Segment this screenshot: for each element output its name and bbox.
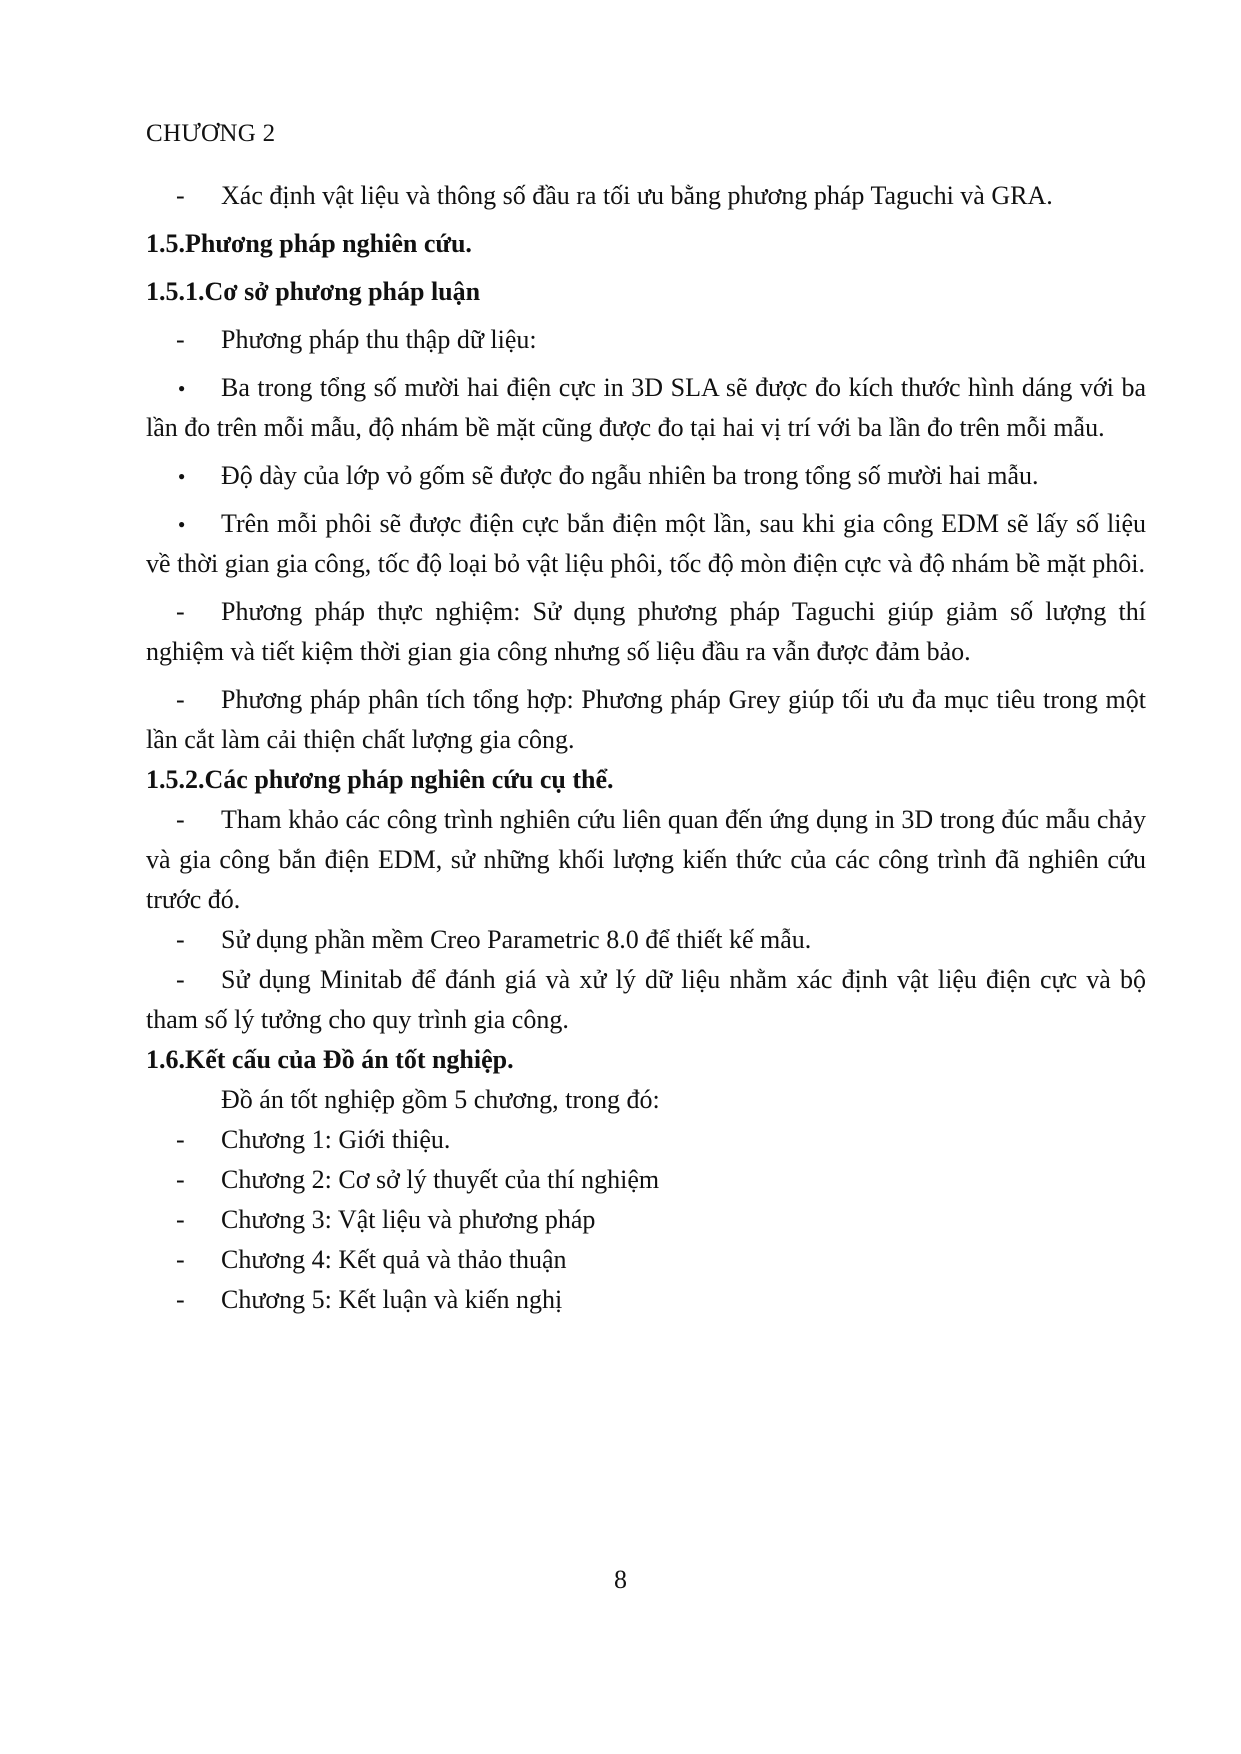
document-body: [146, 176, 1146, 1320]
chapter-list-item: - Chương 2: Cơ sở lý thuyết của thí nghiệm: [146, 1160, 1146, 1200]
bullet-item: ● Ba trong tổng số mười hai điện cực in 3D SLA sẽ được đo kích thước hình dáng với ba lần đo trên mỗi mẫu, độ nhám bề mặt cũng được đo tại hai vị trí với ba lần đo trên mỗi mẫu.: [146, 368, 1146, 448]
chapter-list-item: - Chương 1: Giới thiệu.: [146, 1120, 1146, 1160]
list-item: - Phương pháp phân tích tổng hợp: Phương pháp Grey giúp tối ưu đa mục tiêu trong một lần cắt làm cải thiện chất lượng gia công.: [146, 680, 1146, 760]
list-item: - Tham khảo các công trình nghiên cứu liên quan đến ứng dụng in 3D trong đúc mẫu chảy và gia công bắn điện EDM, sử những khối lượng kiến thức của các công trình đã nghiên cứu trước đó.: [146, 800, 1146, 920]
objective-item: - Xác định vật liệu và thông số đầu ra tối ưu bằng phương pháp Taguchi và GRA.: [146, 176, 1146, 216]
section-heading-1-6: 1.6.Kết cấu của Đồ án tốt nghiệp.: [146, 1045, 514, 1074]
list-item: - Sử dụng Minitab để đánh giá và xử lý dữ liệu nhằm xác định vật liệu điện cực và bộ tham số lý tưởng cho quy trình gia công.: [146, 960, 1146, 1040]
list-item: - Phương pháp thực nghiệm: Sử dụng phương pháp Taguchi giúp giảm số lượng thí nghiệm và tiết kiệm thời gian gia công nhưng số liệu đầu ra vẫn được đảm bảo.: [146, 592, 1146, 672]
bullet-item: ● Độ dày của lớp vỏ gốm sẽ được đo ngẫu nhiên ba trong tổng số mười hai mẫu.: [146, 456, 1146, 496]
page-number: 8: [614, 1565, 627, 1594]
bullet-item: ● Trên mỗi phôi sẽ được điện cực bắn điện một lần, sau khi gia công EDM sẽ lấy số liệu về thời gian gia công, tốc độ loại bỏ vật liệu phôi, tốc độ mòn điện cực và độ nhám bề mặt phôi.: [146, 504, 1146, 584]
chapter-list-item: - Chương 4: Kết quả và thảo thuận: [146, 1240, 1146, 1280]
chapter-header: CHƯƠNG 2: [146, 120, 276, 147]
section-heading-1-5-2: 1.5.2.Các phương pháp nghiên cứu cụ thể.: [146, 765, 614, 794]
section-heading-1-5: 1.5.Phương pháp nghiên cứu.: [146, 229, 472, 258]
section-heading-1-5-1: 1.5.1.Cơ sở phương pháp luận: [146, 277, 481, 306]
chapter-list-item: - Chương 3: Vật liệu và phương pháp: [146, 1200, 1146, 1240]
paragraph: Đồ án tốt nghiệp gồm 5 chương, trong đó:: [221, 1085, 660, 1114]
chapter-list-item: - Chương 5: Kết luận và kiến nghị: [146, 1280, 1146, 1320]
list-item: - Sử dụng phần mềm Creo Parametric 8.0 để thiết kế mẫu.: [146, 920, 1146, 960]
list-item: - Phương pháp thu thập dữ liệu:: [146, 320, 1146, 360]
